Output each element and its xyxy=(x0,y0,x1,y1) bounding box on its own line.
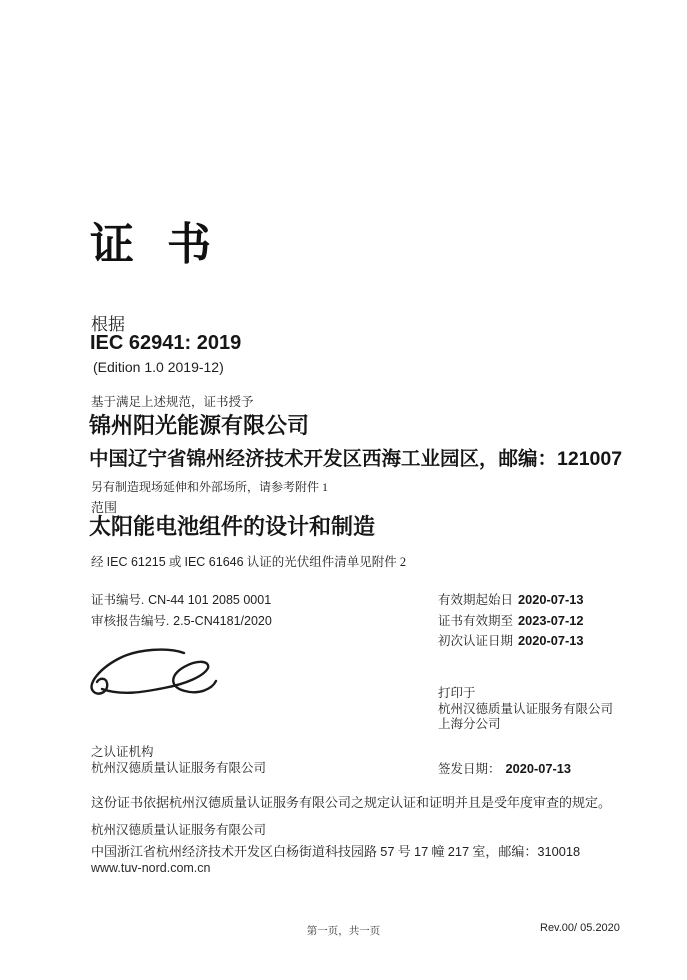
additional-sites-note: 另有制造现场延伸和外部场所，请参考附件 1 xyxy=(91,480,329,494)
valid-from-date: 2020-07-13 xyxy=(518,592,584,607)
printed-at-block xyxy=(438,686,668,733)
contact-address-number: 17 xyxy=(414,844,429,859)
issue-date-label: 签发日期： xyxy=(438,762,501,776)
scope-note xyxy=(91,552,406,570)
footer-revision: Rev.00/ 05.2020 xyxy=(540,922,620,934)
contact-address-number: 57 xyxy=(380,844,395,859)
scope-note-part: 或 xyxy=(165,555,185,569)
valid-from-label: 有效期起始日 xyxy=(438,593,514,607)
printed-at-label: 打印于 xyxy=(438,686,476,700)
scope-note-standard-2: IEC 61646 xyxy=(184,555,244,569)
valid-until-date: 2023-07-12 xyxy=(518,612,584,628)
issue-date-row xyxy=(438,759,571,777)
contact-address-part: 中国浙江省杭州经济技术开发区白杨街道科技园路 xyxy=(91,844,381,859)
scope-note-part: 认证的光伏组件清单见附件 2 xyxy=(243,555,407,569)
standard-edition: (Edition 1.0 2019-12) xyxy=(93,359,224,375)
website-url: www.tuv-nord.com.cn xyxy=(91,861,211,875)
scope-label: 范围 xyxy=(91,500,118,515)
validity-dates-block xyxy=(438,590,583,652)
scope-title: 太阳能电池组件的设计和制造 xyxy=(89,514,376,539)
valid-until-row xyxy=(438,611,583,632)
issuer-company: 杭州汉德质量认证服务有限公司 xyxy=(91,760,267,775)
contact-address-part: 室，邮编： xyxy=(469,844,538,859)
issuer-suffix-label: 之认证机构 xyxy=(91,745,154,759)
certificate-number-row xyxy=(91,590,272,611)
audit-report-value: 2.5-CN4181/2020 xyxy=(173,613,272,628)
certificate-title: 证 书 xyxy=(90,220,213,269)
audit-report-label: 审核报告编号. xyxy=(91,613,170,628)
contact-address-part: 幢 xyxy=(428,844,448,859)
legal-note: 这份证书依据杭州汉德质量认证服务有限公司之规定认证和证明并且是受年度审查的规定。 xyxy=(91,795,612,810)
printed-at-company: 杭州汉德质量认证服务有限公司 xyxy=(438,701,614,716)
scope-note-standard-1: IEC 61215 xyxy=(106,555,166,569)
certificate-number-label: 证书编号. xyxy=(91,593,145,607)
initial-certification-date: 2020-07-13 xyxy=(518,633,584,648)
standard-per-label: 根据 xyxy=(91,315,125,334)
signature-image xyxy=(80,646,225,711)
certificate-holder-name: 锦州阳光能源有限公司 xyxy=(89,413,310,438)
printed-at-branch: 上海分公司 xyxy=(438,717,501,731)
issuer-block xyxy=(91,745,266,776)
certificate-number-value: CN-44 101 2085 0001 xyxy=(148,593,272,607)
issue-date-value: 2020-07-13 xyxy=(505,761,571,776)
valid-from-row xyxy=(438,590,583,611)
initial-certification-label: 初次认证日期 xyxy=(438,634,514,648)
address-text: 中国辽宁省锦州经济技术开发区西海工业园区，邮编： xyxy=(89,449,558,470)
certificate-holder-address xyxy=(89,443,622,471)
scope-note-part: 经 xyxy=(91,555,107,569)
standard-code: IEC 62941: 2019 xyxy=(90,332,242,354)
grant-intro-text: 基于满足上述规范，证书授予 xyxy=(91,395,254,409)
contact-address-number: 217 xyxy=(447,844,470,859)
footer-page-info: 第一页，共一页 xyxy=(306,926,381,937)
contact-address xyxy=(91,841,580,860)
certificate-numbers-block xyxy=(91,590,272,631)
postal-code: 121007 xyxy=(557,448,623,470)
initial-certification-row xyxy=(438,631,583,652)
contact-postal-code: 310018 xyxy=(537,844,581,859)
contact-company: 杭州汉德质量认证服务有限公司 xyxy=(91,823,267,837)
valid-until-label: 证书有效期至 xyxy=(438,613,514,628)
contact-address-part: 号 xyxy=(394,844,415,859)
audit-report-row xyxy=(91,611,272,632)
